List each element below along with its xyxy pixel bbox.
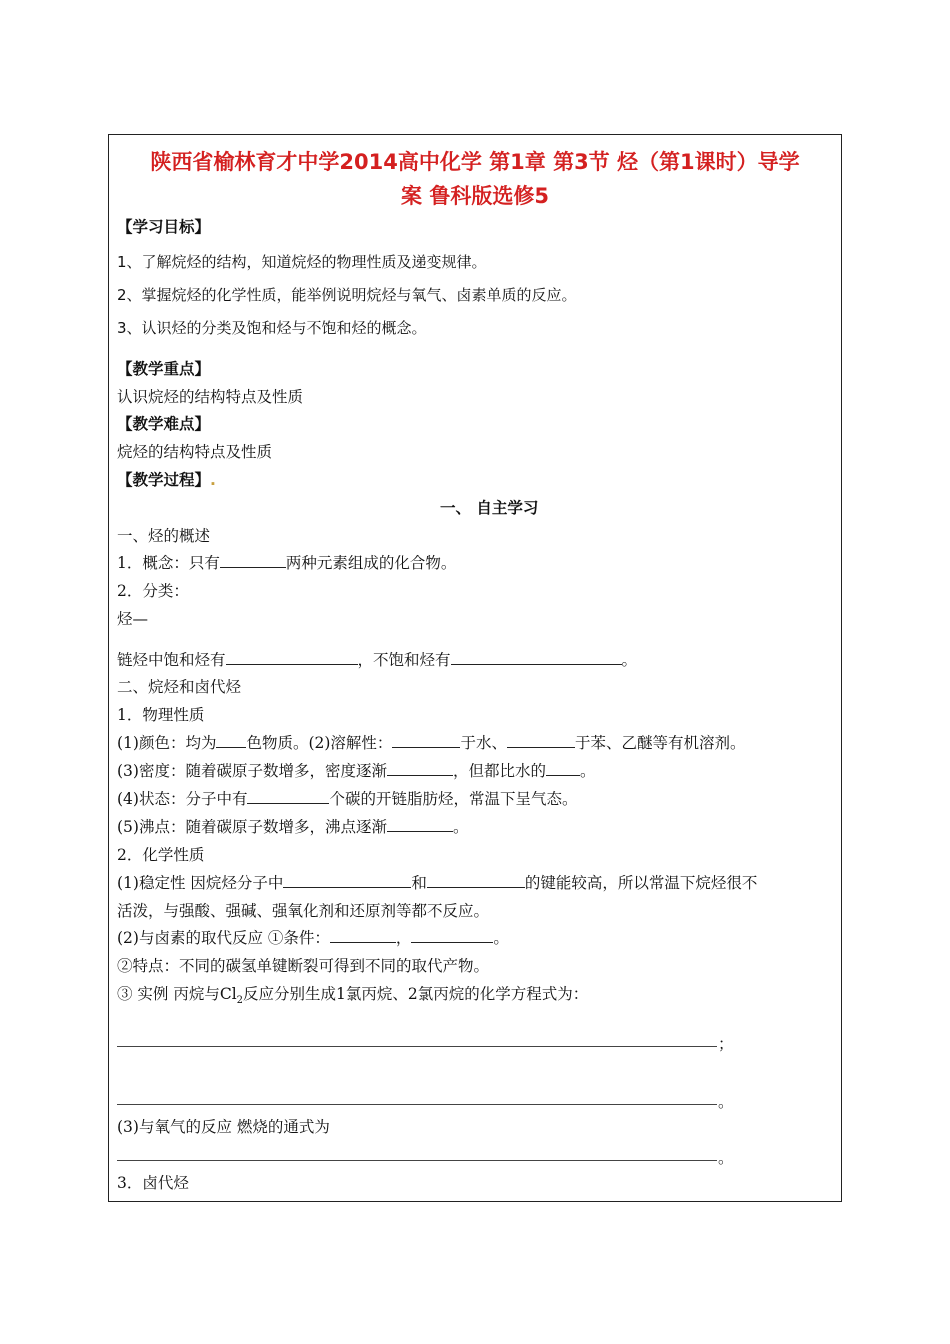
key-point-heading: 【教学重点】 <box>117 360 211 378</box>
document-title-line1: 陕西省榆林育才中学2014高中化学 第1章 第3节 烃（第1课时）导学 <box>150 150 800 174</box>
condition1-blank[interactable] <box>330 928 396 943</box>
example-line: ③ 实例 丙烷与$Cl_2$反应分别生成1氯丙烷、2氯丙烷的化学方程式为： <box>117 985 589 1007</box>
bond1-blank[interactable] <box>283 873 411 888</box>
goal-item-2: 2、掌握烷烃的化学性质，能举例说明烷烃与氧气、卤素单质的反应。 <box>117 286 577 304</box>
equation-blank-2[interactable] <box>117 1104 717 1105</box>
equation-period: 。 <box>718 1093 734 1111</box>
stability-line: (1)稳定性 因烷烃分子中 和 的键能较高，所以常温下烷烃很不 <box>117 874 758 892</box>
subheading-overview: 一、烃的概述 <box>117 527 211 545</box>
organic-solubility-blank[interactable] <box>507 733 575 748</box>
classify-line: 2．分类： <box>117 582 189 600</box>
goals-heading: 【学习目标】 <box>117 218 211 236</box>
physical-heading: 1．物理性质 <box>117 706 205 724</box>
stability-line-2: 活泼，与强酸、强碱、强氧化剂和还原剂等都不反应。 <box>117 902 490 920</box>
document-title-line2: 案 鲁科版选修5 <box>401 184 549 208</box>
water-solubility-blank[interactable] <box>392 733 460 748</box>
density-compare-blank[interactable] <box>546 761 580 776</box>
concept-blank[interactable] <box>220 553 286 568</box>
chemical-heading: 2．化学性质 <box>117 846 205 864</box>
density-line: (3)密度：随着碳原子数增多，密度逐渐 ，但都比水的 。 <box>117 762 596 780</box>
haloalkane-heading: 3．卤代烃 <box>117 1174 189 1192</box>
combustion-blank[interactable] <box>117 1160 717 1161</box>
difficulty-text: 烷烃的结构特点及性质 <box>117 443 273 461</box>
subheading-alkanes: 二、烷烃和卤代烃 <box>117 678 242 696</box>
color-line: (1)颜色：均为 色物质。(2)溶解性： 于水、 于苯、乙醚等有机溶剂。 <box>117 734 746 752</box>
color-blank[interactable] <box>216 733 246 748</box>
hydrocarbon-line: 烃— <box>117 610 149 628</box>
process-heading: 【教学过程】. <box>117 471 216 489</box>
chain-line: 链烃中饱和烃有 ，不饱和烃有 。 <box>117 651 638 669</box>
goal-item-3: 3、认识烃的分类及饱和烃与不饱和烃的概念。 <box>117 319 427 337</box>
boiling-blank[interactable] <box>387 817 453 832</box>
substitution-line: (2)与卤素的取代反应 ①条件： ， 。 <box>117 929 509 947</box>
bond2-blank[interactable] <box>427 873 525 888</box>
difficulty-heading: 【教学难点】 <box>117 415 211 433</box>
key-point-text: 认识烷烃的结构特点及性质 <box>117 388 304 406</box>
oxygen-line: (3)与氧气的反应 燃烧的通式为 <box>117 1118 330 1136</box>
density-blank[interactable] <box>387 761 453 776</box>
state-blank[interactable] <box>247 789 329 804</box>
state-line: (4)状态：分子中有 个碳的开链脂肪烃，常温下呈气态。 <box>117 790 578 808</box>
condition2-blank[interactable] <box>411 928 493 943</box>
boiling-line: (5)沸点：随着碳原子数增多，沸点逐渐 。 <box>117 818 469 836</box>
concept-line: 1．概念：只有 两种元素组成的化合物。 <box>117 554 457 572</box>
section-title: 一、 自主学习 <box>440 498 539 517</box>
combustion-period: 。 <box>718 1149 734 1167</box>
equation-blank-1[interactable] <box>117 1046 717 1047</box>
goal-item-1: 1、了解烷烃的结构，知道烷烃的物理性质及递变规律。 <box>117 253 487 271</box>
feature-line: ②特点：不同的碳氢单键断裂可得到不同的取代产物。 <box>117 957 490 975</box>
saturated-blank[interactable] <box>226 650 358 665</box>
equation-semicolon: ； <box>718 1035 734 1053</box>
unsaturated-blank[interactable] <box>451 650 622 665</box>
